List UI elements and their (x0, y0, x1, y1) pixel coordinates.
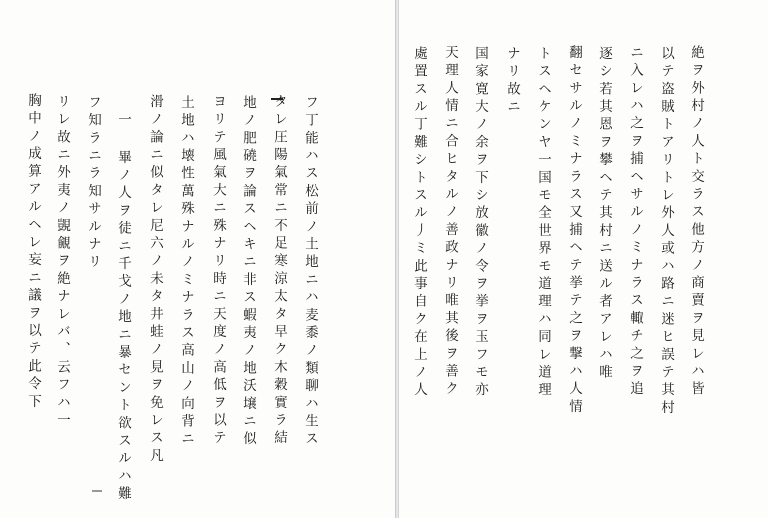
right-column-7: ナリ故ニ (504, 46, 520, 117)
right-column-6: トスヘケンヤ一国モ全世界モ道理ハ同レ道理 (535, 46, 551, 400)
left-column-8: 地ノ肥磽ヲ論スヘキニ非ス蝦夷ノ地沃壌ニ似 (240, 95, 256, 449)
right-column-5: 翻セサルノミナラス又捕ヘテ挙テ之ヲ撃ハ人情 (566, 45, 582, 417)
right-column-3: ニ入レハ之ヲ捕ヘサルノミナラス輙チ之ヲ追 (627, 45, 643, 399)
left-column-9: タレ圧陽氣常ニ不足寒涼太タ早ク木穀實ラ結 (271, 94, 287, 448)
left-column-6: 土地ハ壊性萬殊ナルノミナラス高山ノ向背ニ (178, 95, 194, 449)
right-column-1: 絶ヲ外村ノ人ト交ラス他方ノ商賣ヲ見レハ皆 (688, 45, 704, 399)
left-column-3: フ知ラニラ知サルナリ (85, 95, 101, 272)
left-column-2: リレ故ニ外夷ノ覬覦ヲ絶ナレバ、云フハ一 (54, 94, 70, 431)
left-column-5: 滑ノ論ニ似タレ尼六ノ未タ井蛙ノ見ヲ免レス凡 (147, 94, 163, 466)
right-column-4: 逐シ若其恩ヲ攀ヘテ其村ニ送ル者アレハ唯 (596, 46, 612, 383)
left-column-1: 胸中ノ成算アルヘレ妄ニ議ヲ以テ此令下 (25, 93, 41, 412)
left-column-4: 一 畢ノ人ヲ徒ニ千戈ノ地ニ暴セント欲スルハ難 (115, 112, 131, 504)
left-column-10: フ丁能ハス松前ノ土地ニハ麦黍ノ類聊ハ生ス (302, 95, 318, 449)
right-column-9: 天理人情ニ合ヒタルノ善政ナリ唯其後ヲ善ク (442, 45, 458, 399)
right-column-8: 国家寛大ノ余ヲ下シ放徽ノ令ヲ挙ヲ玉フモ亦 (472, 46, 488, 400)
page-speck (92, 490, 102, 492)
right-column-10: 處置スル丁難シトスル丿ミ此事自ク在上ノ人 (411, 46, 427, 400)
right-page (399, 0, 768, 518)
right-column-2: 以テ盗賊トアリトレ外人或ハ路ニ迷ヒ誤テ其村 (658, 46, 674, 418)
left-column-7: ヨリテ風氣大ニ殊ナリ時ニ天度ノ高低ヲ以テ (210, 94, 226, 448)
